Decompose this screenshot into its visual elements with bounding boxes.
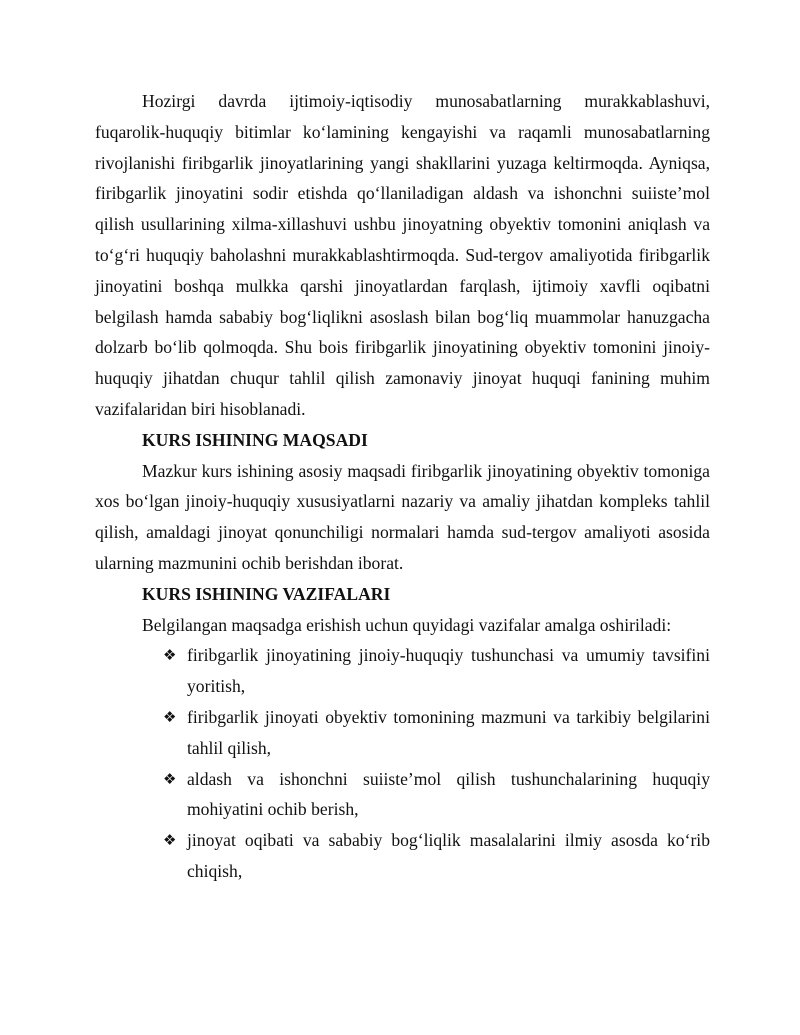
list-item-text: aldash va ishonchni suiiste’mol qilish tushunchalarining huquqiy mohiyatini ochib berish, [187,768,710,820]
list-item [163,640,710,702]
list-item [163,764,710,826]
list-item-text: firibgarlik jinoyati obyektiv tomonining mazmuni va tarkibiy belgilarini tahlil qilish, [187,706,710,758]
list-item-text: firibgarlik jinoyatining jinoiy-huquqiy tushunchasi va umumiy tavsifini yoritish, [187,645,710,697]
document-page [95,86,710,887]
list-item-text: jinoyat oqibati va sababiy bog‘liqlik masalalarini ilmiy asosda ko‘rib chiqish, [187,830,710,881]
diamond-bullet-icon: ❖ [163,707,177,726]
list-item [163,825,710,887]
goal-paragraph: Mazkur kurs ishining asosiy maqsadi firibgarlik jinoyatining obyektiv tomoniga xos bo‘lgan jinoiy-huquqiy xususiyatlarni nazariy va amaliy jihatdan kompleks tahlil qilish, amaldagi jinoyat qonunchiligi normalari hamda sud-tergov amaliyoti asosida ularning mazmunini ochib berishdan iborat. [95,460,710,573]
list-item [163,702,710,764]
tasks-heading: KURS ISHINING VAZIFALARI [142,583,391,604]
goal-heading: KURS ISHINING MAQSADI [142,429,368,450]
diamond-bullet-icon: ❖ [163,831,177,850]
tasks-lead: Belgilangan maqsadga erishish uchun quyidagi vazifalar amalga oshiriladi: [142,614,672,635]
intro-paragraph: Hozirgi davrda ijtimoiy-iqtisodiy munosabatlarning murakkablashuvi, fuqarolik-huquqiy bitimlar ko‘lamining kengayishi va raqamli munosabatlarning rivojlanishi firibgarlik jinoyatlarining yangi shakllarini yuzaga keltirmoqda. Ayniqsa, firibgarlik jinoyatini sodir etishda qo‘llaniladigan aldash va ishonchni suiiste’mol qilish usullarining xilma-xillashuvi ushbu jinoyatning obyektiv tomonini aniqlash va to‘g‘ri huquqiy baholashni murakkablashtirmoqda. Sud-tergov amaliyotida firibgarlik jinoyatini boshqa mulkka qarshi jinoyatlardan farqlash, ijtimoiy xavfli oqibatni belgilash hamda sababiy bog‘liqlikni asoslash bilan bog‘liq muammolar hanuzgacha dolzarb bo‘lib qolmoqda. Shu bois firibgarlik jinoyatining obyektiv tomonini jinoiy-huquqiy jihatdan chuqur tahlil qilish zamonaviy jinoyat huquqi fanining muhim vazifalaridan biri hisoblanadi. [95,91,710,419]
diamond-bullet-icon: ❖ [163,769,177,788]
diamond-bullet-icon: ❖ [163,646,177,665]
tasks-list [95,640,710,886]
